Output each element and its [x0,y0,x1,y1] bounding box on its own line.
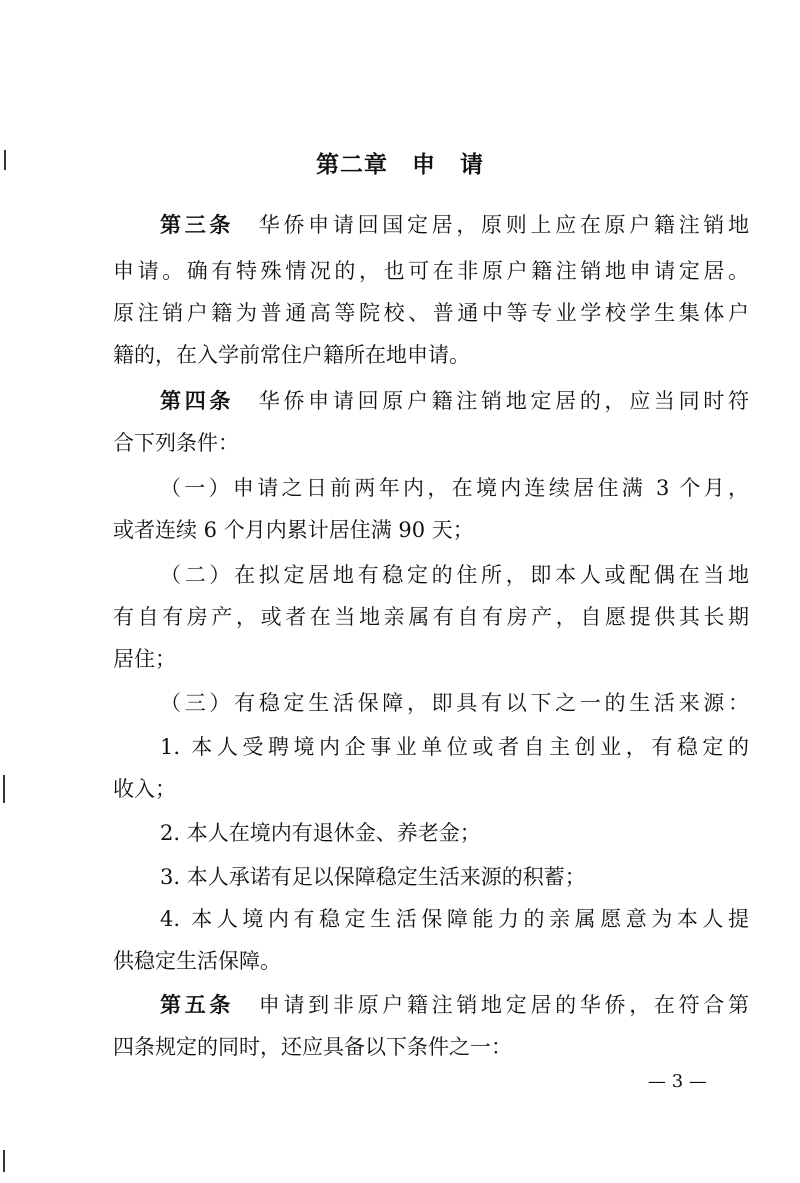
text-line: 申请。确有特殊情况的，也可在非原户籍注销地申请定居。 [113,259,749,283]
text-line: 第五条 申请到非原户籍注销地定居的华侨，在符合第 [160,993,750,1017]
text-line: （一）申请之日前两年内，在境内连续居住满 3 个月， [160,476,749,500]
scan-mark-bottom [3,1150,5,1172]
text-line: 有自有房产，或者在当地亲属有自有房产，自愿提供其长期 [113,605,749,629]
article-label: 第四条 [160,389,235,413]
text-line: 第四条 华侨申请回原户籍注销地定居的，应当同时符 [160,389,750,413]
text-line: 4. 本人境内有稳定生活保障能力的亲属愿意为本人提 [160,907,749,931]
text-line: 籍的，在入学前常住户籍所在地申请。 [113,343,470,367]
text-line: （二）在拟定居地有稳定的住所，即本人或配偶在当地 [160,563,749,587]
text-line: 原注销户籍为普通高等院校、普通中等专业学校学生集体户 [113,301,749,325]
text-line: 3. 本人承诺有足以保障稳定生活来源的积蓄； [160,865,586,889]
scan-mark-middle [3,775,5,803]
text-line: 1. 本人受聘境内企事业单位或者自主创业，有稳定的 [160,735,749,759]
text-line: 第三条 华侨申请回国定居，原则上应在原户籍注销地 [160,213,750,237]
text-line: 居住； [113,647,176,671]
article-label: 第五条 [160,993,235,1017]
chapter-title: 第二章 申 请 [316,152,484,178]
text-line: 收入； [113,777,176,801]
text-line: （三）有稳定生活保障，即具有以下之一的生活来源： [160,691,749,715]
text-line: 四条规定的同时，还应具备以下条件之一： [113,1035,512,1059]
text-line: 2. 本人在境内有退休金、养老金； [160,821,481,845]
text-line: 或者连续 6 个月内累计居住满 90 天； [113,518,474,542]
article-label: 第三条 [160,213,235,237]
text-line: 供稳定生活保障。 [113,949,281,973]
text-line: 合下列条件： [113,431,239,455]
page-number: — 3 — [648,1071,707,1092]
